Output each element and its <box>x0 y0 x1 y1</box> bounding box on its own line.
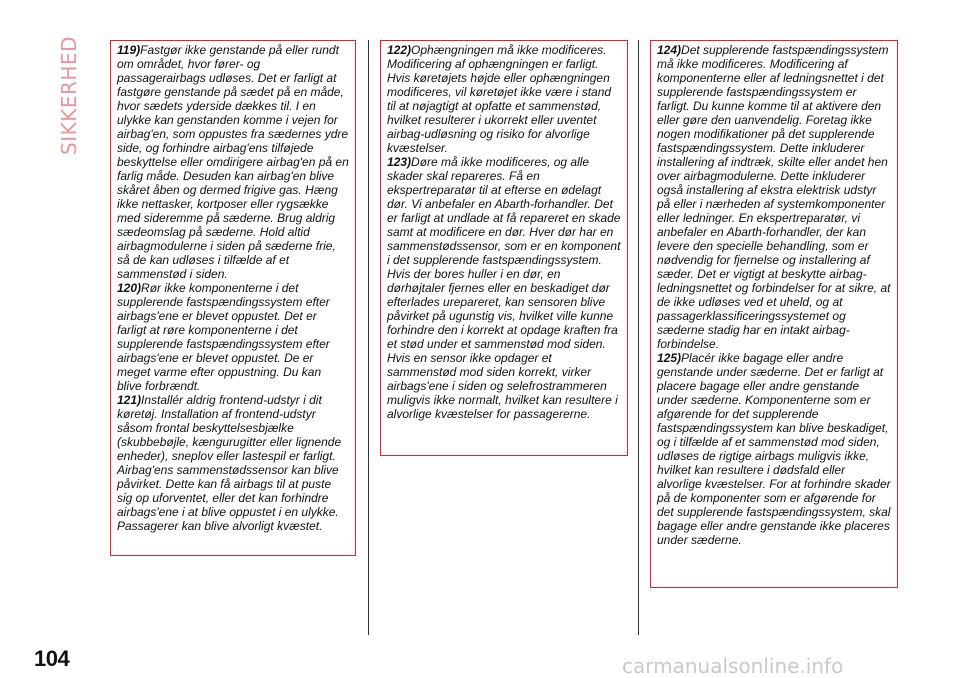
warning-number: 122) <box>387 43 412 57</box>
warning-text: Fastgør ikke genstande på eller rundt om området, hvor fører- og passagerairbags udløses. Det er farligt at fastgøre genstande på sædet på en måde, hvor sædets yderside dækkes til. I en ulykke kan genstanden komme i vejen for airbag'en, som oppustes fra sædernes ydre side, og forhindre airbag'ens tilføjede beskyttelse eller omdirigere airbag'en på en farlig måde. Desuden kan airbag'en blive skåret åben og dermed frigive gas. Hæng ikke nettasker, kortposer eller rygsække med sideremme på sæderne. Brug aldrig sædeomslag på sæderne. Hold altid airbagmodulerne i siden på sæderne frie, så de kan udløses i tilfælde af et sammenstød i siden. <box>117 43 349 281</box>
warning-text: Det supplerende fastspændingssystem må ikke modificeres. Modificering af komponenterne eller af ledningsnettet i det supplerende fastspændingssystem er farligt. Du kunne komme til at aktivere den eller gøre den uanvendelig. Foretag ikke nogen modifikationer på det supplerende fastspændingssystem. Dette inkluderer installering af indtræk, skilte eller andet hen over airbagmodulerne. Dette inkluderer også installering af ekstra elektrisk udstyr på eller i nærheden af systemkomponenter eller ledninger. En ekspertreparatør, vi anbefaler en Abarth-forhandler, der kan levere den specielle behandling, som er nødvendig for fjernelse og installering af sæder. Det er vigtigt at beskytte airbag-ledningsnettet og forbindelser for at sikre, at de ikke udløses ved et uheld, og at passagerklassificeringssystemet og sæderne stadig har en intakt airbag-forbindelse. <box>657 43 891 351</box>
warning-text: Installér aldrig frontend-udstyr i dit køretøj. Installation af frontend-udstyr såsom frontal beskyttelsesbjælke (skubbebøjle, kængurugitter eller lignende enheder), sneplov eller lastespil er farligt. Airbag'ens sammenstødssensor kan blive påvirket. Dette kan få airbags til at puste sig op uforventet, eller det kan forhindre airbags'ene i at blive oppustet i en ulykke. Passagerer kan blive alvorligt kvæstet. <box>117 393 342 533</box>
warning-number: 119) <box>117 43 141 57</box>
warning-paragraph-119 <box>117 43 349 281</box>
warning-text: Døre må ikke modificeres, og alle skader skal repareres. Få en ekspertreparatør til at efterse en ødelagt dør. Vi anbefaler en Abarth-forhandler. Det er farligt at undlade at få repareret en skade samt at modificere en dør. Hver dør har en sammenstødssensor, som er en komponent i det supplerende fastspændingssystem. Hvis der bores huller i en dør, en dørhøjtaler fjernes eller en beskadiget dør efterlades urepareret, kan sensoren blive påvirket på ugunstig vis, hvilket ville kunne forhindre den i korrekt at opdage kraften fra et stød under et sammenstød mod siden. Hvis en sensor ikke opdager et sammenstød mod siden korrekt, virker airbags'ene i siden og selefrostrammeren muligvis ikke normalt, hvilket kan resultere i alvorlige kvæstelser for passagererne. <box>387 155 621 421</box>
warning-number: 125) <box>657 351 682 365</box>
warning-paragraph-120 <box>117 281 349 393</box>
page-number: 104 <box>34 646 70 671</box>
warning-number: 121) <box>117 393 142 407</box>
warning-text: Rør ikke komponenterne i det supplerende fastspændingssystem efter airbags'ene er blevet oppustet. Det er farligt at røre komponenterne i det supplerende fastspændingssystem efter airbags'ene er blevet oppustet. De er meget varme efter oppustning. Du kan blive forbrændt. <box>117 281 330 393</box>
warning-box-1 <box>110 40 356 556</box>
warning-paragraph-122 <box>387 43 621 155</box>
column-divider <box>638 40 639 635</box>
warning-paragraph-121 <box>117 393 349 533</box>
column-divider <box>368 40 369 635</box>
watermark: carmanualsonline.info <box>622 654 844 678</box>
section-title: SIKKERHED <box>57 36 81 155</box>
warning-paragraph-124 <box>657 43 891 351</box>
warning-number: 124) <box>657 43 682 57</box>
warning-text: Placér ikke bagage eller andre genstande under sæderne. Det er farligt at placere bagage eller andre genstande under sæderne. Komponenterne som er afgørende for det supplerende fastspændingssystem kan blive beskadiget, og i tilfælde af et sammenstød mod siden, udløses de rigtige airbags muligvis ikke, hvilket kan resultere i dødsfald eller alvorlige kvæstelser. For at forhindre skader på de komponenter som er afgørende for det supplerende fastspændingssystem, skal bagage eller andre genstande ikke placeres under sæderne. <box>657 351 891 547</box>
warning-box-3 <box>650 40 898 588</box>
warning-box-2 <box>380 40 628 456</box>
warning-number: 120) <box>117 281 142 295</box>
warning-paragraph-123 <box>387 155 621 421</box>
warning-text: Ophængningen må ikke modificeres. Modificering af ophængningen er farligt. Hvis køretøjets højde eller ophængningen modificeres, vil køretøjet ikke være i stand til at nøjagtigt at opfatte et sammenstød, hvilket resulterer i ukorrekt eller uventet airbag-udløsning og risiko for alvorlige kvæstelser. <box>387 43 612 155</box>
warning-number: 123) <box>387 155 412 169</box>
warning-paragraph-125 <box>657 351 891 547</box>
